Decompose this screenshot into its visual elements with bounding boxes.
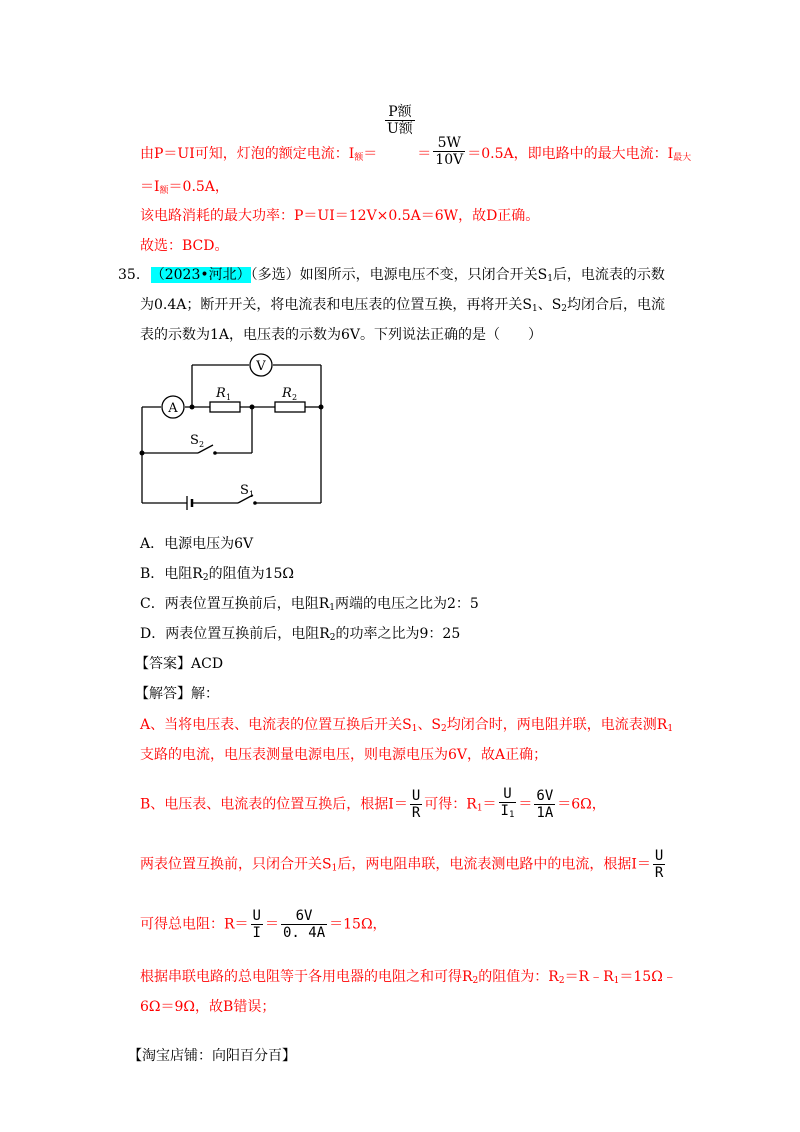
s1-sub: 1 — [249, 490, 255, 499]
solution-b-line: B、电压表、电流表的位置互换后，根据I＝ $\frac{U}{R}$ 可得：$R_1=$ $\frac{U}{I_1}$ ＝ $\frac{6V}{1A}$ ＝6Ω， — [140, 786, 606, 821]
solution-a-line-1: A、当将电压表、电流表的位置互换后开关$S_1$、$S_2$均闭合时，两电阻并联，电流表测$R_1$ — [140, 717, 674, 734]
junction-dot — [319, 405, 324, 410]
question-source: （2023•河北） — [150, 267, 251, 283]
max-power-line: 该电路消耗的最大功率：P＝UI＝12V×0.5A＝6W，故D正确。 — [140, 208, 540, 224]
r2-sub: 2 — [292, 393, 298, 402]
question-line-1: 35. （2023•河北）（多选）如图所示，电源电压不变，只闭合开关$S_1$后，电流表的示数 — [118, 267, 665, 284]
junction-dot — [140, 451, 145, 456]
switch-contact — [253, 501, 257, 505]
solution-d-line-1: 根据串联电路的总电阻等于各用电器的电阻之和可得$R_2$的阻值为：$R_2=R﹣R_1=15\Omega﹣$ — [140, 969, 677, 986]
previous-choice: 故选：BCD。 — [140, 238, 229, 254]
r2-label: R — [282, 386, 292, 401]
ammeter-label: A — [168, 401, 178, 416]
switch-contact — [213, 451, 217, 455]
option-c: C．两表位置互换前后，电阻$R_1$两端的电压之比为2：5 — [140, 596, 479, 613]
s1-label: S — [240, 483, 249, 498]
r1-sub: 1 — [226, 393, 232, 402]
question-line-3: 表的示数为1A，电压表的示数为6V。下列说法正确的是（ ） — [140, 327, 543, 343]
voltmeter-label: V — [256, 359, 266, 374]
max-current-line: $=I_额=0.5A$， — [140, 179, 229, 196]
rated-current-line: 由P＝UI可知，灯泡的额定电流：$I_额=$ ＝ $\frac{5W}{10V}$ ＝0.5A，即电路中的最大电流：$I_{最大}$ — [140, 135, 692, 168]
solution-c-line-2: 可得总电阻：R＝ $\frac{U}{I}$ ＝ $\frac{6V}{0. 4A}$ ＝15Ω， — [140, 908, 387, 941]
s2-sub: 2 — [199, 440, 205, 449]
top-formula-fraction — [383, 104, 417, 137]
solution-a-line-2: 支路的电流，电压表测量电源电压，则电源电压为6V，故A正确； — [140, 747, 548, 763]
question-line-2: 为0.4A；断开开关，将电流表和电压表的位置互换，再将开关$S_1$、$S_2$均闭合后，电流 — [140, 297, 666, 314]
s2-label: S — [190, 433, 199, 448]
analysis-label: 【解答】解： — [135, 686, 219, 702]
r1-label: R — [216, 386, 226, 401]
rated-voltage-symbol: U额 — [387, 121, 413, 137]
question-number: 35. — [118, 267, 141, 283]
option-b: B．电阻$R_2$的阻值为15Ω — [140, 566, 294, 583]
circuit-diagram — [130, 348, 340, 518]
option-a: A．电源电压为6V — [140, 536, 254, 552]
footer-shop-name: 【淘宝店铺：向阳百分百】 — [128, 1048, 296, 1064]
option-d: D．两表位置互换前后，电阻$R_2$的功率之比为9：25 — [140, 626, 461, 643]
junction-dot — [190, 405, 195, 410]
resistor-r1 — [210, 402, 240, 412]
rated-power-symbol: P额 — [385, 104, 415, 121]
solution-c-line-1: 两表位置互换前，只闭合开关$S_1$后，两电阻串联，电流表测电路中的电流，根据I＝ $\frac{U}{R}$ — [140, 848, 664, 881]
answer: 【答案】ACD — [135, 656, 224, 672]
solution-d-line-2: 6Ω＝9Ω，故B错误； — [140, 999, 276, 1015]
junction-dot — [250, 405, 255, 410]
resistor-r2 — [275, 402, 305, 412]
